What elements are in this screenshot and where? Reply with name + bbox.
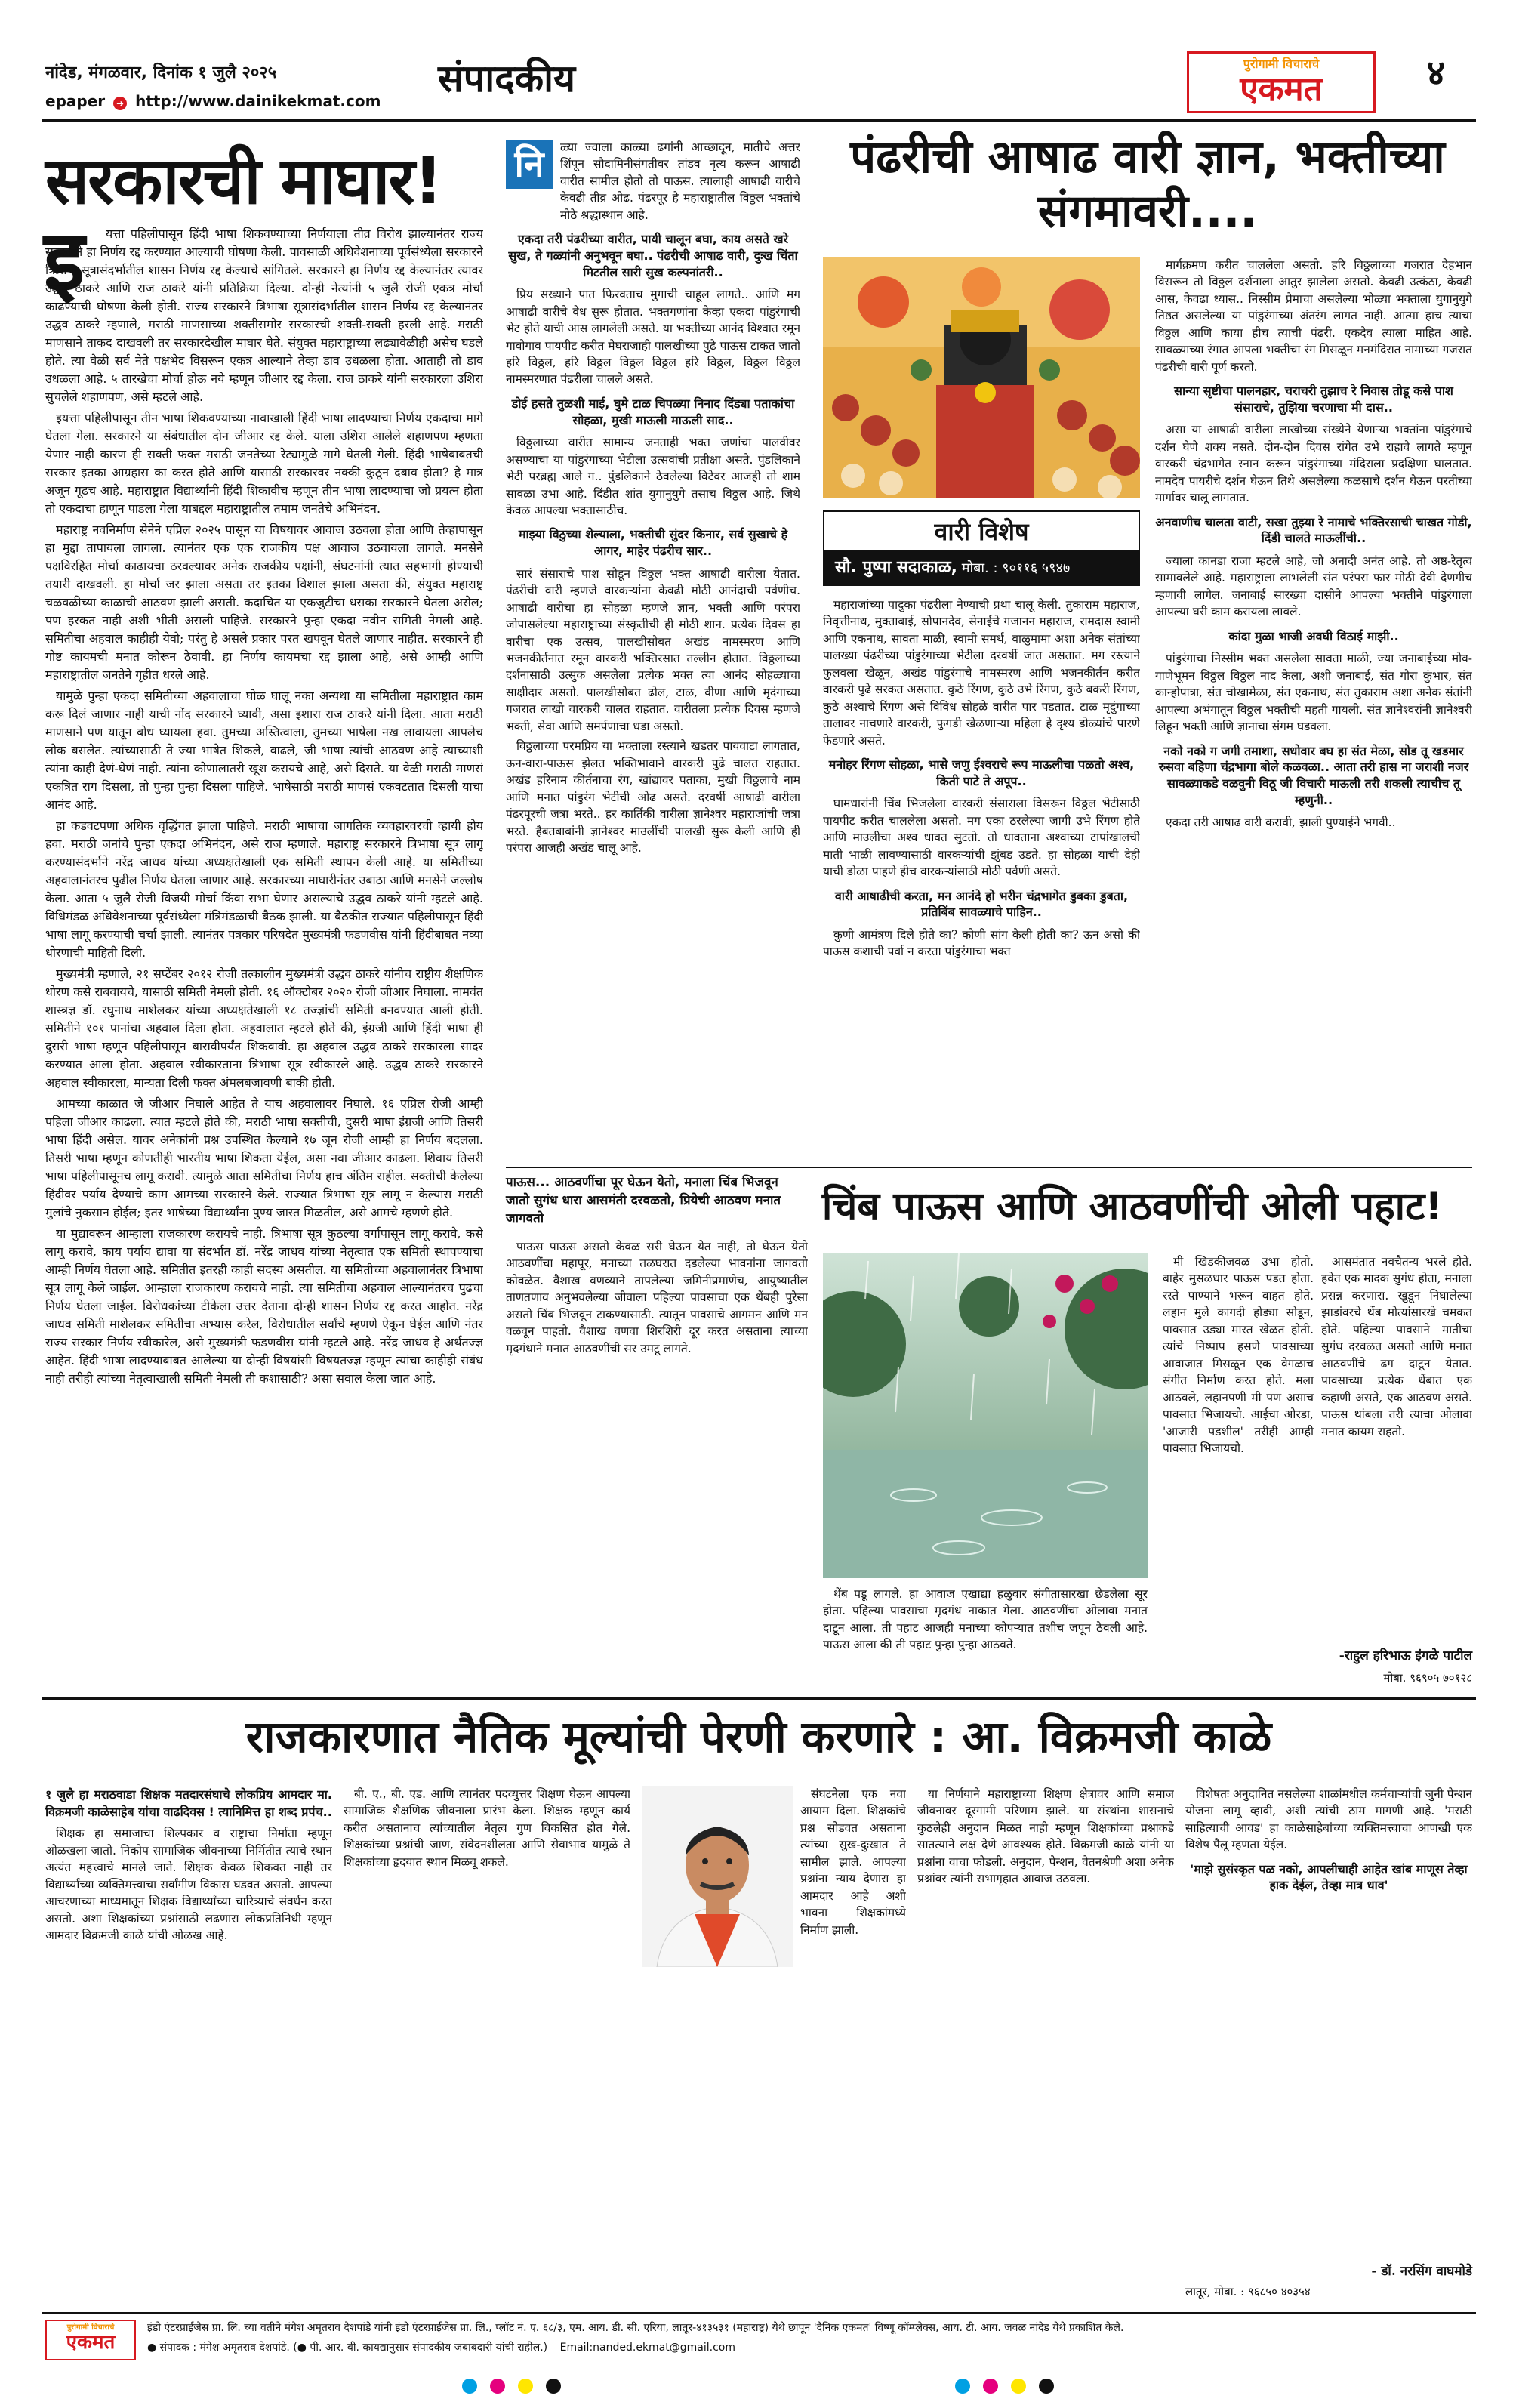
editorial-body	[45, 225, 483, 1667]
pandhari-mid-column	[823, 597, 1140, 1155]
pandhari-subhead: वारी आषाढीची करता, मन आनंदे हो भरीन चंद्रभागेत डुबका डुबता, प्रतिबिंब सावळ्याचे पाहिन..	[834, 888, 1129, 920]
chimb-headline: चिंब पाऊस आणि आठवणींची ओली पहाट!	[821, 1184, 1444, 1229]
kale-para: या निर्णयाने महाराष्ट्राच्या शिक्षण क्षेत्रावर आणि समाज जीवनावर दूरगामी परिणाम झाले. या संस्थांना शासनाचे कुठलेही अनुदान मिळत नाही म्हणून शिक्षकांच्या प्रश्नाकडे सातत्याने लक्ष देणे आवश्यक होते. विक्रमजी काळे यांनी या प्रश्नांना वाचा फोडली. अनुदान, पेन्शन, वेतनश्रेणी अशा अनेक प्रश्नांवर त्यांनी सभागृहात आवाज उठवला.	[917, 1787, 1174, 1886]
kale-para: शिक्षक हा समाजाचा शिल्पकार व राष्ट्राचा निर्माता म्हणून ओळखला जातो. निकोप सामाजिक जीवनाच्या निर्मितीत त्याचे स्थान अत्यंत महत्त्वाचे मानले जाते. शिक्षक केवळ शिकवत नाही तर विद्यार्थ्यांच्या व्यक्तिमत्त्वाचा सर्वांगीण विकास घडवत असतो. आपल्या आचरणाच्या माध्यमातून शिक्षक विद्यार्थ्यांच्या चारित्र्याचे संवर्धन करत असतो. अशा शिक्षकांच्या प्रश्नांसाठी लढणारा लोकप्रतिनिधी म्हणून आमदार विक्रमजी काळे यांची ओळख आहे.	[45, 1827, 332, 1943]
footer-logo	[45, 2320, 136, 2360]
kale-col-3	[800, 1786, 906, 1982]
kale-col-1	[45, 1786, 332, 2299]
chimb-author: -राहुल हरिभाऊ इंगळे पाटील	[1339, 1648, 1472, 1663]
editorial-para: इयत्ता पहिलीपासून तीन भाषा शिकवण्याच्या नावाखाली हिंदी भाषा लादण्याचा निर्णय एकदाचा मागे घेतला गेला. सरकारने या संबंधातील दोन जीआर रद्द केले. याला उशिरा आलेले शहाणपण म्हणता येणार नाही कारण ही सक्ती फक्त मराठी जनतेच्या रेट्यामुळे मागे घेतली गेली. हिंदी भाषेबाबतची सरकार इतका आग्रहास का करत होते आणि यासाठी सरकारवर नक्की कुठून दबाव होता? हे मात्र अजून गूढच आहे. महाराष्ट्रात विद्यार्थ्यांनी हिंदी शिकावीच म्हणून तीन भाषा लादण्याचा जो प्रयत्न होता तो एकदाचा हाणून पाडला गेला याबद्दल महाराष्ट्रातील तमाम जनतेचे अभिनंदन.	[45, 411, 483, 516]
page-number: ४	[1427, 52, 1445, 93]
chimb-poem: पाऊस... आठवणींचा पूर घेऊन येतो, मनाला चिंब भिजवून जातो सुगंध धारा आसमंती दरवळतो, प्रियेची आठवण मनात जागवतो	[506, 1175, 781, 1226]
registration-dot	[1039, 2379, 1054, 2394]
editorial-dropcap: इ	[44, 211, 85, 309]
pandhari-para: असा या आषाढी वारीला लाखोच्या संख्येने येणाऱ्या भक्तांना पांडुरंगाचे दर्शन घेणे शक्य नसते. दोन-दोन दिवस रांगेत उभे राहावे लागते म्हणून वारकरी चंद्रभागेत स्नान करून पांडुरंगाच्या मंदिराला प्रदक्षिणा घालतात. नामदेव पायरीचे दर्शन घेऊन तिथे असलेल्या कळसाचे दर्शन घेऊन परतीच्या मार्गावर चालू लागतात.	[1155, 423, 1472, 505]
editorial-para: हा कडवटपणा अधिक वृद्धिंगत झाला पाहिजे. मराठी भाषाचा जागतिक व्यवहारवरची व्हायी होय हवा. मराठी जनांचे पुन्हा एकदा अभिनंदन, असे राज म्हणाले. महाराष्ट्र सरकारने त्रिभाषा सूत्र लागू करण्यासंदर्भाने नरेंद्र जाधव यांच्या अध्यक्षतेखाली एक समिती स्थापन केली आहे. या समितीच्या अहवालानंतरच पुढील निर्णय घेतला जाणार आहे. सरकारच्या माघारीनंतर उबाठा आणि मनसेने जल्लोष केला. आता ५ जुलै रोजी विजयी मोर्चा किंवा सभा घेणार असल्याचे उद्धव ठाकरे यांनी म्हटले आहे. विधिमंडळ अधिवेशनाच्या पूर्वसंध्येला मंत्रिमंडळाची बैठक झाली. या बैठकीत राज्यात पहिलीपासून हिंदी भाषा लागू करण्याची चर्चा झाली. त्यानंतर पत्रकार परिषदेत मुख्यमंत्री फडणवीस यांनी हिंदीबाबत नव्या धोरणाची माहिती दिली.	[45, 819, 483, 960]
footer-logo-name: एकमत	[66, 2331, 116, 2354]
kale-portrait	[642, 1786, 793, 1967]
epaper-label: epaper	[45, 92, 106, 110]
editorial-para: यामुळे पुन्हा एकदा समितीच्या अहवालाचा घोळ घालू नका अन्यथा या समितीला महाराष्ट्रात काम करू दिलं जाणार नाही याची नोंद सरकारने घ्यावी, असा इशारा राज ठाकरे यांनी दिला. आता मराठी माणसाने पण यातून बोध घ्यायला हवा. तुमच्या अस्तित्वाला, तुमच्या भाषेला नख लावायला आपलेच लोक बसलेत. त्यांच्यासाठी ते ज्या भाषेत शिकले, वाढले, जी भाषा त्यांची आठवण आहे त्याच्याशी त्यांना काही देणं-घेणं नाही. त्यांना कोणालातरी खूश करायचे आहे, असे दिसते. या वेळी मराठी माणसं एकत्रित राग दिसला, तो पुन्हा पुन्हा दिसला पाहिजे. भाषेसाठी मराठी माणसं एकवटतात दिसली याचा आनंद आहे.	[45, 689, 483, 812]
kale-portrait-illustration	[642, 1786, 793, 1967]
pandhari-para: घामधारांनी चिंब भिजलेला वारकरी संसाराला विसरून विठ्ठल भेटीसाठी पायपीट करीत चाललेला असतो. मग एका ठरलेल्या जागी उभे रिंगण होते आणि माउलीचा अश्व धावत सुटतो. तो धावताना अश्वाच्या टापांखालची माती भाळी लावण्यासाठी वारकऱ्यांची झुंबड उडते. हा सोहळा याची देही याची डोळा पाहणे हीच वारकऱ्यांसाठी मोठी पर्वणी असते.	[823, 797, 1140, 879]
pandhari-para: मार्गक्रमण करीत चाललेला असतो. हरि विठ्ठलाच्या गजरात देहभान विसरून तो विठ्ठल दर्शनाला आतुर झालेला असतो. केवढी उत्कंठा, केवढी आस, केवढा ध्यास.. निस्सीम प्रेमाचा असलेल्या भोळ्या भक्ताला युगानुयुगे तिष्ठत असलेल्या या पांडुरंगाच्या अंतरंग लागत नाही. आत्मा हाच त्याचा विठ्ठल आणि काया हीच त्याची पंढरी. एकदेव त्याला माहित आहे. सावळ्याच्या रंगात आपला भक्तीचा रंग मिसळून मनमंदिरात नामाच्या गजरात पंढरीची वारी पूर्ण करतो.	[1155, 258, 1472, 374]
footer-editor-line	[147, 2341, 1472, 2356]
footer-email[interactable]: Email:nanded.ekmat@gmail.com	[559, 2342, 735, 2354]
registration-dot	[462, 2379, 477, 2394]
ni-para: प्रिय सख्याने पात फिरवताच मुगाची चाहूल लागते.. आणि मग आषाढी वारीचे वेध सुरू होतात. भक्तगणांना केव्हा एकदा पांडुरंगाची भेट होते याची आस लागलेली असते. या भक्तीच्या आनंद विश्वात रमून गावोगाव पायपीट करीत मेघराजाही पालखीच्या पुढे पाऊस टाकत जातो हरि विठ्ठल, हरि विठ्ठल विठ्ठल विठ्ठल हरि विठ्ठल, विठ्ठल विठ्ठल नामस्मरणात पंढरीला चालले असते.	[506, 288, 800, 387]
vari-vishesh-box	[823, 510, 1140, 586]
ni-para: विठ्ठलाच्या वारीत सामान्य जनताही भक्त जणांचा पालवीवर असण्याचा या पांडुरंगाच्या भेटीला उत्सवांची प्रतीक्षा असते. पुंडलिकाने भेटी परब्रह्म आले ग.. पुंडलिकाने ठेवलेल्या विटेवर आजही तो शाम सावळा उभा आहे. दिंडीत शांत युगानुयुगे तसाच विठ्ठल आहे. जिथे केवळ आपल्या भक्तासाठीच.	[506, 436, 800, 517]
vari-photo-illustration	[823, 257, 1140, 498]
editorial-headline: सरकारची माघार!	[45, 143, 442, 219]
registration-dot	[546, 2379, 561, 2394]
ni-subhead: एकदा तरी पंढरीच्या वारीत, पायी चालून बघा, काय असते खरे सुख, ते गळ्यांनी अनुभवून बघा.. पंढरीची आषाढ वारी, दुःख चिंता मिटतील सारी सुख कल्पनांतरी..	[508, 232, 798, 279]
kale-para: संघटनेला एक नवा आयाम दिला. शिक्षकांचे प्रश्न सोडवत असताना त्यांच्या सुख-दुःखात ते सामील झाले. आपल्या प्रश्नांना न्याय देणारा हा आमदार आहे अशी भावना शिक्षकांमध्ये निर्माण झाली.	[800, 1787, 906, 1937]
chimb-col-4	[1321, 1253, 1472, 1646]
registration-dot	[518, 2379, 533, 2394]
pandhari-subhead: नको नको ग जगी तमाशा, सधोवार बघ हा संत मेळा, सोड तू खडमार रुसवा बहिणा चंद्रभागा बोले कळवळा.. आता तरी हास ना जराशी नजर सावळ्याकडे वळवुनी विठू जी विचारी माऊली तरी शकली त्याचीच तू म्हणुनी..	[1158, 743, 1469, 807]
kale-lead: १ जुलै हा मराठवाडा शिक्षक मतदारसंघाचे लोकप्रिय आमदार मा. विक्रमजी काळेसाहेब यांचा वाढदिवस ! त्यानिमित्त हा शब्द प्रपंच..	[45, 1787, 332, 1820]
rain-photo	[823, 1253, 1148, 1578]
pandhari-para: कुणी आमंत्रण दिले होते का? कोणी सांग केली होती का? ऊन असो की पाऊस कशाची पर्वा न करता पांडुरंगाचा भक्त	[823, 927, 1140, 959]
pandhari-subhead: सान्या सृष्टीचा पालनहार, चराचरी तुझाच रे निवास तोडू कसे पाश संसाराचे, तुझिया चरणाचा मी दास..	[1174, 384, 1453, 415]
editorial-para: मुख्यमंत्री म्हणाले, २१ सप्टेंबर २०१२ रोजी तत्कालीन मुख्यमंत्री उद्धव ठाकरे यांनीच राष्ट्रीय शैक्षणिक धोरण कसे राबवायचे, यासाठी समिती नेमली होती. १६ ऑक्टोबर २०२० रोजी जीआर निघाला. नामवंत शास्त्रज्ञ डॉ. रघुनाथ माशेलकर यांच्या अध्यक्षतेखाली १८ तज्ज्ञांची समिती बनवण्यात आली होती. समितीने १०१ पानांचा अहवाल दिला होता. अहवालात म्हटले होते की, इंग्रजी आणि हिंदी भाषा ही दुसरी भाषा म्हणून पहिलीपासून बारावीपर्यंत शिकवावी. हा अहवाल उद्धव ठाकरे सरकारला सादर करण्यात आला होता. अहवाल स्वीकारताना त्रिभाषा सूत्र स्वीकारले आहे. उद्धव ठाकरे सरकारने अहवाल स्वीकारला, मान्यता दिली फक्त अंमलबजावणी बाकी होती.	[45, 967, 483, 1090]
registration-marks	[0, 2379, 1516, 2397]
registration-dot	[490, 2379, 505, 2394]
kale-col-2	[344, 1786, 630, 2299]
footer-rule	[42, 2312, 1476, 2314]
editorial-para: यत्ता पहिलीपासून हिंदी भाषा शिकवण्याच्या निर्णयाला तीव्र विरोध झाल्यानंतर राज्य सरकारने हा निर्णय रद्द करण्यात आल्याची घोषणा केली. पावसाळी अधिवेशनाच्या पूर्वसंध्येला सरकारने त्रिभाषा सूत्रासंदर्भातील शासन निर्णय रद्द केल्याचे सांगितले. सरकारने हा निर्णय रद्द केल्यानंतर त्यावर उद्धव ठाकरे आणि राज ठाकरे यांनी प्रतिक्रिया दिल्या. दोन्ही नेत्यांनी ५ जुलै रोजी एकत्र मोर्चा काढण्याची घोषणा केली होती. राज्य सरकारने त्रिभाषा सूत्रासंदर्भातील शासन निर्णय रद्द केल्यानंतर उद्धव ठाकरे म्हणाले, मराठी माणसाच्या शक्तीसमोर सरकारची शक्ती-सक्ती हरली आहे. मराठी माणसाने ताकद दाखवली तर सरकारदेखील माघार घेते. संयुक्त महाराष्ट्राच्या लढ्यावेळीही असेच घडले होते. त्या वेळी सर्व नेते पक्षभेद विसरून एकत्र आल्याने तेव्हा डाव उधळला होता. आताही तो डाव उधळला आहे. ५ तारखेचा मोर्चा होऊ नये म्हणून जीआर रद्द केला. राज ठाकरे यांनी सरकारला उशिरा सुचलेले शहाणपण, असे म्हटले आहे.	[45, 227, 483, 404]
logo-name: एकमत	[1240, 70, 1323, 109]
registration-dot	[1011, 2379, 1026, 2394]
ni-subhead: माझ्या विठुच्या शेल्याला, भक्तीची सुंदर किनार, सर्व सुखाचे हे आगर, माहेर पंढरीच सार..	[518, 527, 788, 559]
masthead-logo	[1187, 51, 1376, 113]
editorial-para: आमच्या काळात जे जीआर निघाले आहेत ते याच अहवालावर निघाले. १६ एप्रिल रोजी आम्ही पहिला जीआर काढला. त्यात म्हटले होते की, मराठी भाषा सक्तीची, दुसरी भाषा इंग्रजी आणि तिसरी भाषा हिंदी असेल. यावर अनेकांनी प्रश्न उपस्थित केल्याने १७ जून रोजी आम्ही हा निर्णय बदलला. तिसरी भाषा म्हणून कोणतीही भारतीय भाषा शिकता येईल, असा नवा जीआर काढला. शिवाय तिसरी भाषा पहिलीपासूनच लागू करावी. त्यामुळे आता समितीचा निर्णय हाच अंतिम राहील. सक्तीची केलेल्या हिंदीवर पर्याय देण्याचे काम आमच्या सरकारने केले. राज्यात त्रिभाषा सूत्र लागू न केल्यास मराठी मुलांचे नुकसान होईल; इतर भाषेच्या विद्यार्थ्यांना पुण्य जास्त मिळतील, असे आमचे म्हणणे होते.	[45, 1096, 483, 1219]
registration-dot	[955, 2379, 970, 2394]
footer-editor: ● संपादक : मंगेश अमृतराव देशपांडे. (● पी. आर. बी. कायद्यानुसार संपादकीय जबाबदारी यांची राहील.)	[147, 2342, 548, 2354]
vari-vishesh-label: वारी विशेष	[824, 512, 1139, 551]
ni-para: विठ्ठलाच्या परमप्रिय या भक्ताला रस्त्याने खडतर पायवाटा लागतात, ऊन-वारा-पाऊस झेलत भक्तिभावाने वारकरी पुढे चालत राहतात. अखंड हरिनाम कीर्तनाचा रंग, खांद्यावर पताका, मुखी विठ्ठलाचे नाम आणि मनात पांडुरंग भेटीची ओढ असते. दरवर्षी आषाढी वारीला पंढरपूरची जत्रा भरते.. हर कार्तिकी वारीला ज्ञानेश्वर महाराजांची जत्रा भरते. हैबतबाबांनी ज्ञानेश्वर माउलींची पालखी सुरू केली आणि ही परंपरा आजही अखंड चालू आहे.	[506, 739, 800, 856]
pandhari-subhead: मनोहर रिंगण सोहळा, भासे जणु ईश्वराचे रूप माऊलीचा पळतो अश्व, किती पाटे ते अपूप..	[828, 757, 1135, 788]
chimb-col-3	[1163, 1253, 1314, 1691]
ni-subhead: डोई हसते तुळशी माई, घुमे टाळ चिपळ्या निनाद दिंड्या पताकांचा सोहळा, मुखी माऊली माऊली साद..	[511, 396, 795, 427]
rain-photo-illustration	[823, 1253, 1148, 1578]
kale-para: विशेषतः अनुदानित नसलेल्या शाळांमधील कर्मचाऱ्यांची जुनी पेन्शन योजना लागू व्हावी, अशी त्यांची ठाम मागणी आहे. 'मराठी साहित्याची आवड' हा काळेसाहेबांच्या व्यक्तिमत्त्वाचा आणखी एक विशेष पैलू म्हणता येईल.	[1185, 1787, 1472, 1852]
pandhari-subhead: कांदा मुळा भाजी अवघी विठाई माझी..	[1228, 628, 1399, 643]
chimb-phone: मोबा. ९६९०५ ७०१२८	[1383, 1671, 1472, 1685]
chimb-para: थेंब पडू लागले. हा आवाज एखाद्या हळुवार संगीतासारखा छेडलेला सूर होता. पहिल्या पावसाचा मृदगंध नाकात गेला. आठवणींचा ओलावा मनात दाटून आला. ती पहाट आजही मनाच्या कोपऱ्यात तशीच जपून ठेवली आहे. पाऊस आला की ती पहाट पुन्हा पुन्हा आठवते.	[823, 1587, 1148, 1652]
ni-para: सारं संसाराचे पाश सोडून विठ्ठल भक्त आषाढी वारीला येतात. पंढरीची वारी म्हणजे वारकऱ्यांना केवढी मोठी आनंदाची पर्वणीच. आषाढी वारीचा हा सोहळा म्हणजे ज्ञान, भक्ती आणि परंपरा जोपासलेल्या महाराष्ट्राच्या संस्कृतीची ही मोठी शान. प्रत्येक दिवस हा वारीचा एक उत्सव, पालखीसोबत अखंड नामस्मरण आणि भजनकीर्तनात रमून वारकरी भक्तिरसात तल्लीन होतात. विठ्ठलाच्या दर्शनासाठी उत्सुक असलेला प्रत्येक भक्त त्या आनंद सोहळ्याचा साक्षीदार असतो. पालखीसोबत ढोल, टाळ, वीणा आणि मृदंगाच्या गजरात लाखो वारकरी चालत राहतात. वारीतला प्रत्येक दिवस म्हणजे भक्ती, सेवा आणि समर्पणाचा धडा असतो.	[506, 566, 800, 733]
link-icon: ➜	[113, 97, 127, 110]
ni-column	[506, 139, 800, 1196]
registration-dot	[983, 2379, 998, 2394]
section-rule	[506, 1167, 1472, 1168]
masthead-rule	[42, 119, 1476, 122]
kale-headline: राजकारणात नैतिक मूल्यांची पेरणी करणारे : आ. विक्रमजी काळे	[245, 1711, 1272, 1762]
chimb-para: मी खिडकीजवळ उभा होतो. बाहेर मुसळधार पाऊस पडत होता. रस्ते पाण्याने भरून वाहत होते. लहान मुले कागदी होड्या सोडून, पावसात उड्या मारत खेळत होती. त्यांचे निष्पाप हसणे पावसाच्या आवाजात मिसळून एक वेगळाच संगीत निर्माण करत होते. मला आठवले, लहानपणी मी पण असाच पावसात भिजायचो. आईचा ओरडा, 'आजारी पडशील' तरीही आम्ही पावसात भिजायचो.	[1163, 1255, 1314, 1456]
vari-photo	[823, 257, 1140, 498]
kale-col-4	[917, 1786, 1174, 2299]
pandhari-para: ज्याला कानडा राजा म्हटले आहे, जो अनादी अनंत आहे. तो अष्ठ-रेतृत्व सामावलेले आहे. महाराष्ट्राला लाभलेली संत परंपरा फार मोठी देवी देणगीच म्हणावी लागेल. जनाबाई सारख्या दासीने आपल्या भक्तीने पांडुरंगाला आपल्या घरी काम करायला लावले.	[1155, 554, 1472, 619]
section-rule	[42, 1697, 1476, 1700]
pandhari-author: सौ. पुष्पा सदाकाळ,	[835, 558, 957, 577]
chimb-col-2	[823, 1586, 1148, 1691]
chimb-col-1	[506, 1238, 808, 1691]
kale-subhead: 'माझे सुसंस्कृत पळ नको, आपलीचाही आहेत खांब माणूस तेव्हा हाक देईल, तेव्हा मात्र धाव'	[1190, 1861, 1468, 1893]
ni-badge: नि	[506, 140, 553, 189]
pandhari-author-phone: मोबा. : ९०११६ ५९४७	[961, 560, 1071, 576]
footer-imprint: इंडो एंटरप्राईजेस प्रा. लि. च्या वतीने मंगेश अमृतराव देशपांडे यांनी इंडो एंटरप्राईजेस प्रा. लि., प्लॉट नं. ए. ६८/३, एम. आय. डी. सी. एरिया, लातूर-४१३५३१ (महाराष्ट्र) येथे छापून 'दैनिक एकमत' विष्णू कॉम्प्लेक्स, आय. टी. आय. जवळ नांदेड येथे प्रकाशित केले.	[147, 2322, 1124, 2334]
pandhari-para: महाराजांच्या पादुका पंढरीला नेण्याची प्रथा चालू केली. तुकाराम महाराज, निवृत्तीनाथ, मुक्ताबाई, सोपानदेव, सेनाईचे गजानन महाराज, रामदास स्वामी आणि एकनाथ, सावता माळी, स्वामी समर्थ, वाळुमामा अशा अनेक संतांच्या पालख्या पंढरीच्या पांडुरंगाच्या भेटीला दरवर्षी जात असतात. मग रस्त्याने फुलवला खेळून, अखंड पांडुरंगाचे नामस्मरण आणि भजनकीर्तन करीत वारकरी पुढे सरकत असतात. कुठे रिंगण, कुठे उभे रिंगण, कुठे बकरी रिंगण, कुठे अश्वाचे रिंगण असे विविध सोहळे वारीत पार पडतात. टाळ मृदुंगाच्या तालावर नाचणारे वारकरी, फुगडी खेळणाऱ्या महिला हे दृश्य डोळ्यांचे पारणे फेडणारे असते.	[823, 598, 1140, 748]
kale-author: - डॉ. नरसिंग वाघमोडे	[1371, 2264, 1472, 2279]
section-title: संपादकीय	[438, 57, 576, 100]
kale-para: बी. ए., बी. एड. आणि त्यानंतर पदव्युत्तर शिक्षण घेऊन आपल्या सामाजिक शैक्षणिक जीवनाला प्रारंभ केला. शिक्षक म्हणून कार्य करीत असतानाच त्यांच्यातील नेतृत्व गुण विकसित होत गेले. शिक्षकांच्या प्रश्नांची जाण, संवेदनशीलता आणि सेवाभाव यामुळे ते शिक्षकांच्या हृदयात स्थान मिळवू शकले.	[344, 1787, 630, 1869]
pandhari-para: पांडुरंगाचा निस्सीम भक्त असलेला सावता माळी, ज्या जनाबाईच्या मोव-गाणेभूमन विठ्ठल विठ्ठल नाद केला, अशी जनाबाई, संत गोरा कुंभार, संत कान्होपात्रा, संत चोखामेळा, संत एकनाथ, संत तुकाराम अशा अनेक संतांनी आपल्या अभंगातून विठ्ठल भक्तीची महती गायली. संत ज्ञानेश्वरांनी ज्ञानेश्वरी लिहून भक्ती आणि ज्ञानाचा संगम घडवला.	[1155, 652, 1472, 734]
pandhari-subhead: अनवाणीच चालता वाटी, सखा तुझ्या रे नामाचे भक्तिरसाची चाखत गोडी, दिंडी चालते माऊलींची..	[1155, 514, 1472, 546]
kale-city: लातूर, मोबा. : ९६८५० ४०३५४	[1185, 2285, 1311, 2299]
chimb-para: पाऊस पाऊस असतो केवळ सरी घेऊन येत नाही, तो घेऊन येतो आठवणींचा महापूर, मनाच्या तळघरात दडलेल्या भावनांना जागवतो कोवळेत. वैशाख वणव्याने तापलेल्या जमिनीप्रमाणेच, आयुष्यातील ताणतणाव अनुभवलेल्या जीवाला पहिल्या पावसाचा एक थेंबही पुरेसा असतो चिंब भिजवून टाकण्यासाठी. त्यातून पावसाचे आगमन आणि मन वळवून पाहतो. वैशाख वणवा शिरशिरी दूर करत असताना त्याच्या मृदगंधाने मनात आठवणींची सर उमटू लागते.	[506, 1240, 808, 1355]
editorial-para: या मुद्यावरून आम्हाला राजकारण करायचे नाही. त्रिभाषा सूत्र कुठल्या वर्गापासून लागू करावे, कसे लागू करावे, काय पर्याय द्यावा या संदर्भात डॉ. नरेंद्र जाधव यांच्या नेतृत्वात एक समिती स्थापण्याचा आम्ही निर्णय घेतला आहे. समितीत इतरही काही सदस्य असतील. या समितीच्या अहवालानंतर त्रिभाषा सूत्र लागू केले जाईल. आम्हाला राजकारण करायचे नाही. त्या समितीचा अहवाल आल्यानंतरच पुढचा निर्णय घेतला जाईल. विरोधकांच्या टीकेला उत्तर देताना दोन्ही शासन निर्णय रद्द करत आहोत. नरेंद्र जाधव समिती माशेलकर समितीचा अभ्यास करेल, विरोधातील सर्वांचे म्हणणे ऐकून घेईल आणि नंतर राज्य सरकार निर्णय स्वीकारेल, असे मुख्यमंत्री फडणवीस यांनी म्हटले आहे. नरेंद्र जाधव हे अर्थतज्ज्ञ आहेत. हिंदी भाषा लादण्याबाबत आलेल्या या दोन्ही विषयांसी विषयतज्ज्ञ म्हणून त्यांचा काहीही संबंध नाही तरीही त्यांच्या नेतृत्वाखाली समिती नेमली ती कशासाठी? असा सवाल केला जात आहे.	[45, 1226, 483, 1386]
kale-col-5	[1185, 1786, 1472, 2254]
website-link[interactable]: http://www.dainikekmat.com	[135, 92, 381, 110]
epaper-line[interactable]	[45, 92, 381, 110]
footer-logo-tagline: पुरोगामी विचाराचे	[66, 2323, 115, 2332]
pandhari-headline: पंढरीची आषाढ वारी ज्ञान, भक्तीच्या संगमावरी....	[850, 131, 1445, 238]
logo-tagline: पुरोगामी विचाराचे	[1243, 57, 1320, 71]
ni-intro: ळ्या ज्वाला काळ्या ढगांनी आच्छादून, मातीचे अत्तर शिंपून सौदामिनीसंगतीवर तांडव नृत्य करून आषाढी वारीत सामील होतो तो पाऊस. त्यालाही आषाढी वारीचे केवढी तीव्र ओढ. पंढरपूर हे महाराष्ट्रातील विठ्ठल भक्तांचे मोठे श्रद्धास्थान आहे.	[560, 140, 800, 222]
pandhari-right-column	[1155, 257, 1472, 1155]
pandhari-para: एकदा तरी आषाढ वारी करावी, झाली पुण्याईने भगवी..	[1166, 816, 1396, 830]
chimb-para: आसमंतात नवचैतन्य भरले होते. हवेत एक मादक सुगंध होता, मनाला प्रसन्न करणारा. खुडून निघालेल्या झाडांवरचे थेंब मोत्यांसारखे चमकत होते. पहिल्या पावसाने मातीचा सुगंध दरवळत असतो आणि मनात आठवणींचे ढग दाटून येतात. पावसाच्या प्रत्येक थेंबात एक कहाणी असते, एक आठवण असते. पाऊस थांबला तरी त्याचा ओलावा मनात कायम राहतो.	[1321, 1255, 1472, 1438]
dateline: नांदेड, मंगळवार, दिनांक १ जुलै २०२५	[45, 63, 277, 82]
editorial-para: महाराष्ट्र नवनिर्माण सेनेने एप्रिल २०२५ पासून या विषयावर आवाज उठवला होता आणि तेव्हापासून हा मुद्दा तापायला लागला. त्यानंतर एक एक राजकीय पक्ष आवाज उठवायला लागले. मनसेने पक्षविरहित मोर्चा काढायचा ठरवल्यावर अनेक राजकीय पक्षांनी, संघटनांनी त्यात सहभागी होण्याची तयारी दाखवली. हा मोर्चा जर झाला असता तर इतका विशाल झाला असता की, संयुक्त महाराष्ट्र चळवळीच्या काळाची आठवण झाली असती. कदाचित या एकजुटीचा धसका सरकारने घेतला असेल; पण हरकत नाही अशी भीती असली पाहिजे. सरकारने पुन्हा एकदा नवीन समिती नेमली आहे. समितीचा अहवाल काहीही येवो; परंतु हे असले प्रकार परत खपवून घेतले जाणार नाहीत. सरकारने ही गोष्ट कायमची मनात कोरून ठेवावी. हा निर्णय कायमचा रद्द झाला आहे, असे आम्ही आणि महाराष्ट्रातील जनतेने गृहीत धरले आहे.	[45, 523, 483, 682]
pandhari-author-line	[824, 551, 1139, 584]
